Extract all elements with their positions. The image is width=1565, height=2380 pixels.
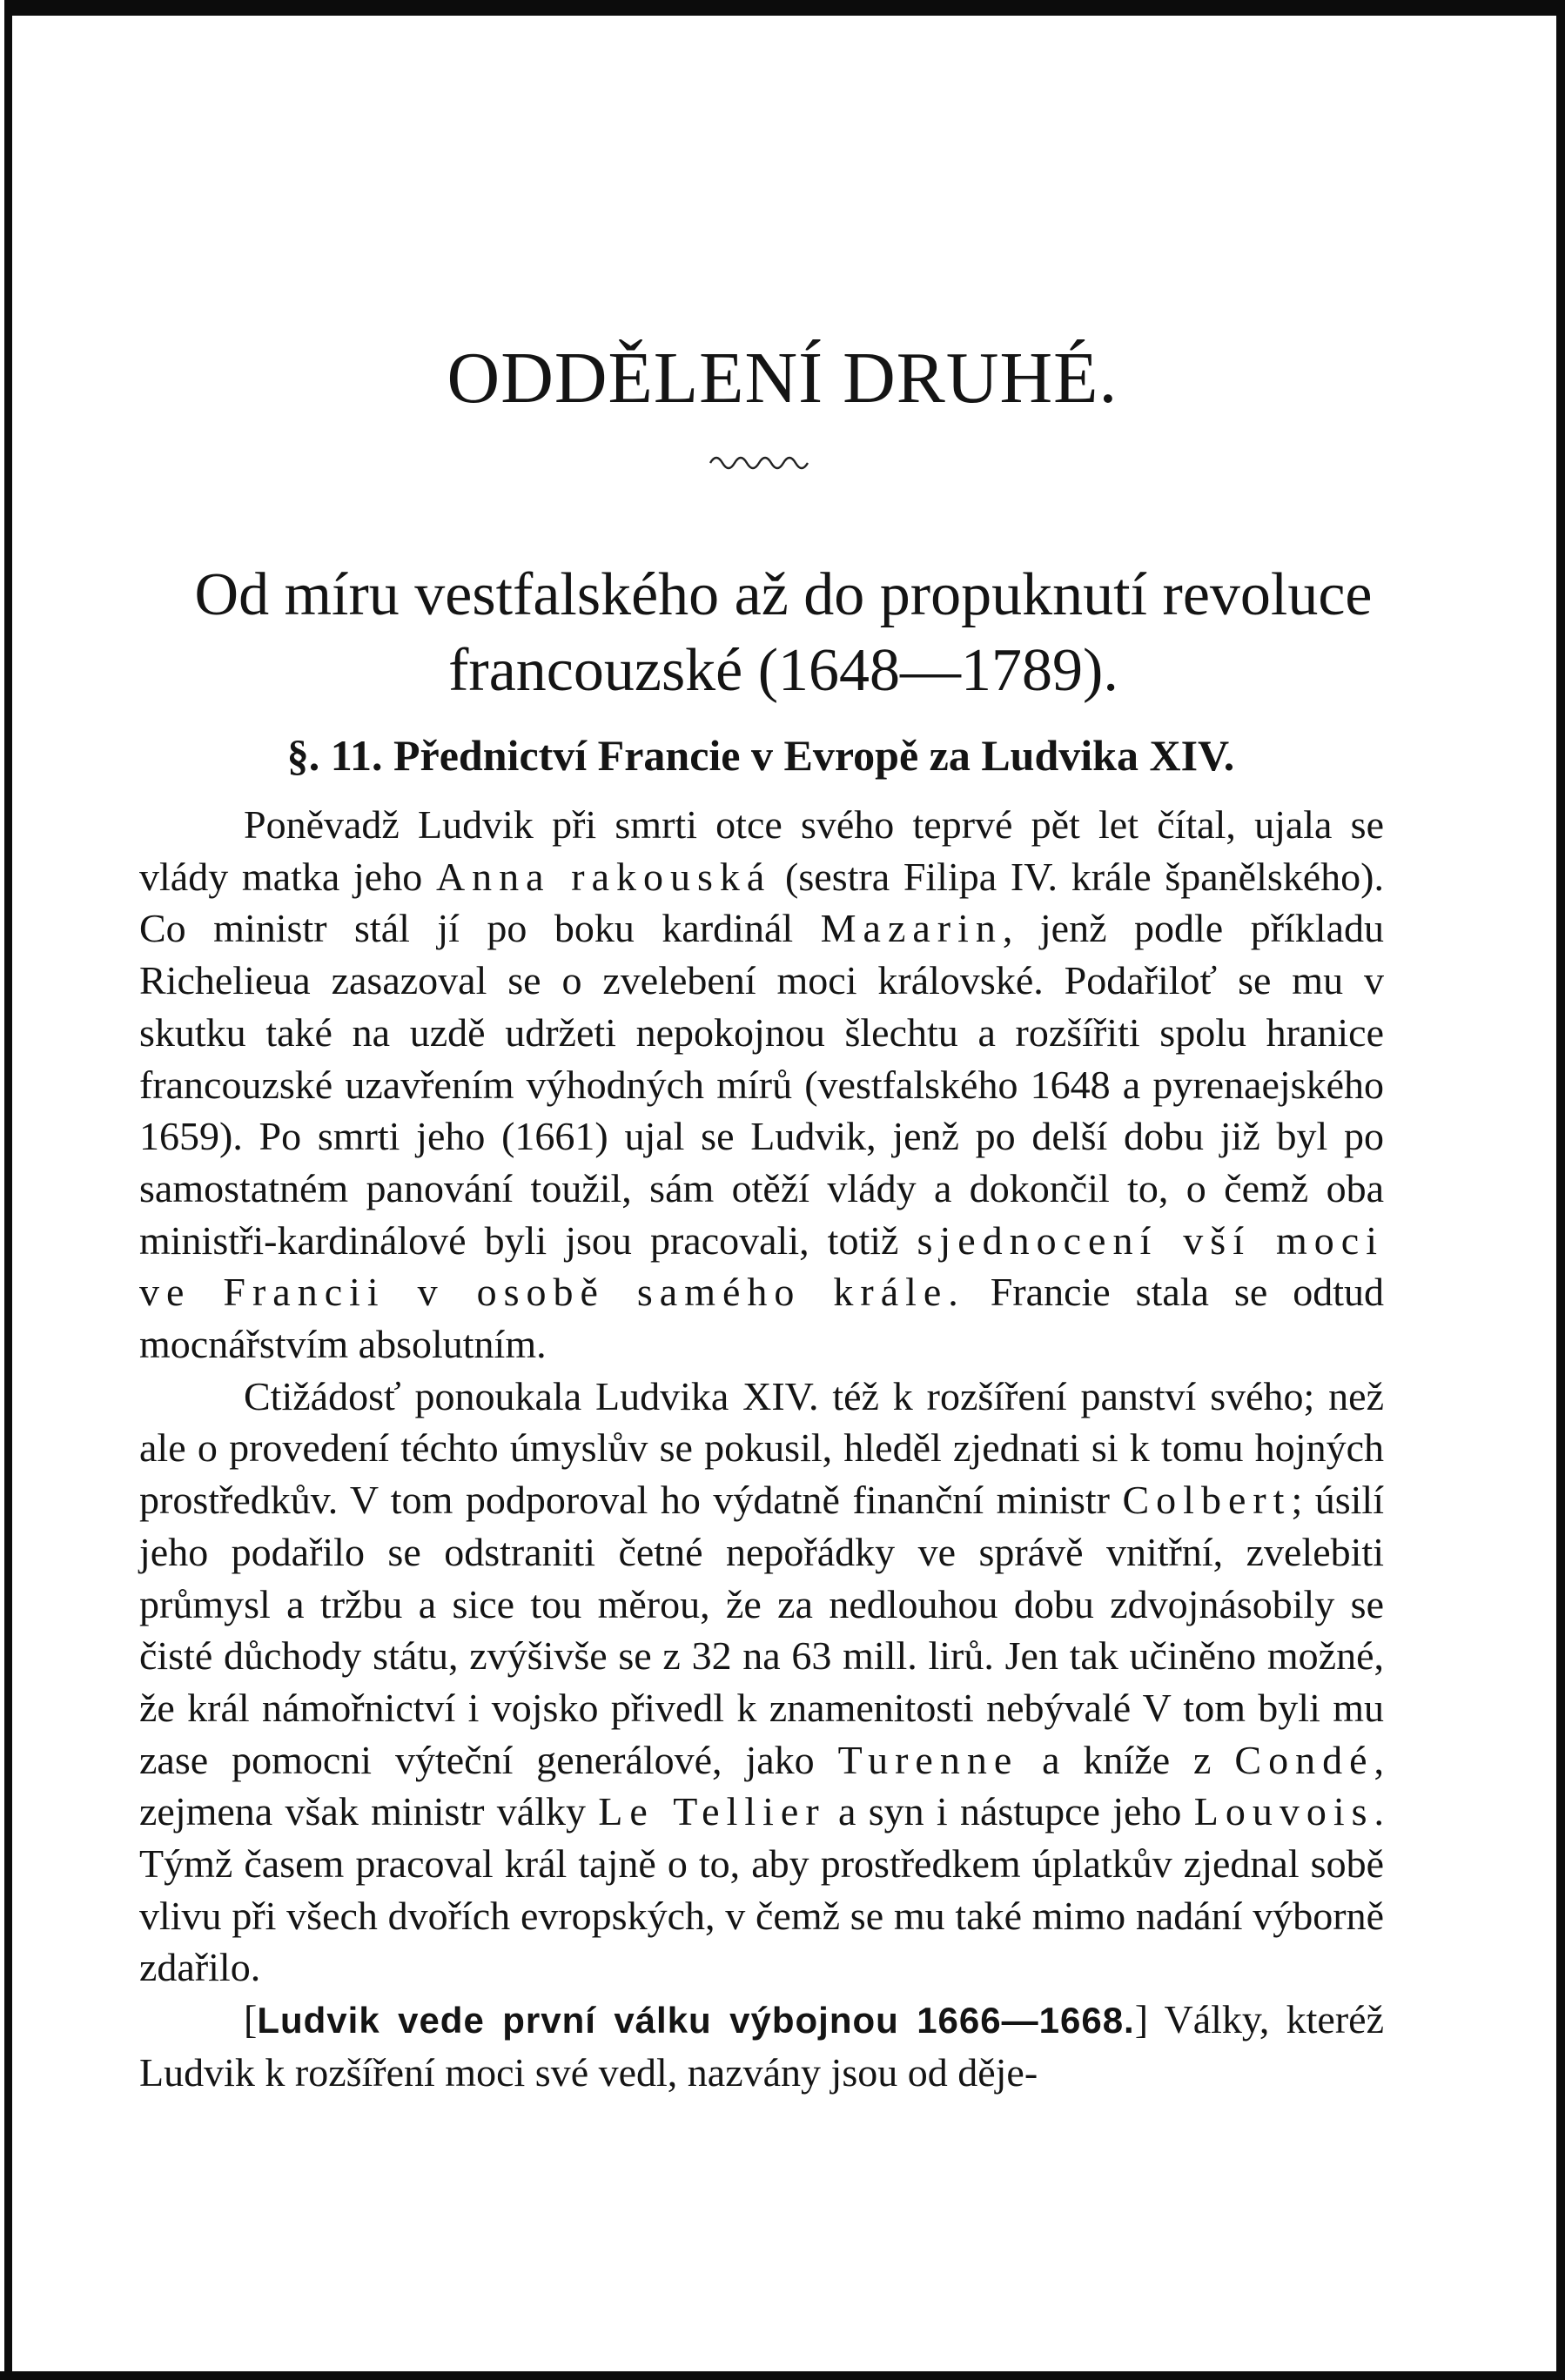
scan-edge-top — [0, 0, 1565, 16]
bracket-close: ] — [1134, 1997, 1149, 2042]
paragraph-2-text: a kníže z — [1018, 1737, 1235, 1782]
paragraph-3 — [139, 1994, 1384, 2098]
spaced-emphasis: sjednocení vší moci ve Francii v osobě samého krále. — [139, 1217, 1385, 1315]
paragraph-1-text: (sestra Filipa IV. krále španělského). Co ministr stál jí po boku kardinál — [139, 854, 1384, 951]
paragraph-1-text: , jenž podle příkladu Richelieua zasazoval se o zvelebení moci královské. Podařiloť se mu v skutku také na uzdě udržeti nepokojnou šlechtu a rozšířiti spolu hranice francouzské uzavřením výhodných mírů (vestfalského 1648 a pyrenaejského 1659). Po smrti jeho (1661) ujal se Ludvik, jenž po delší dobu již byl po samostatném panování toužil, sám otěží vlády a dokončil to, o čemž oba ministři-kardinálové byli jsou pracovali, totiž — [139, 906, 1384, 1263]
side-heading: Ludvik vede první válku výbojnou 1666—1668. — [257, 2000, 1135, 2041]
chapter-heading-line2: francouzské (1648—1789). — [448, 637, 1118, 704]
paragraph-1-text: Francie stala se odtud mocnářstvím absolutním. — [139, 1270, 1385, 1367]
section-title: ODDĚLENÍ DRUHÉ. — [447, 338, 1118, 419]
paragraph-heading: §. 11. Přednictví Francie v Evropě za Ludvika XIV. — [286, 731, 1235, 780]
bracket-open: [ — [244, 1997, 258, 2042]
spaced-name-colbert: Colbert — [1122, 1478, 1292, 1523]
scan-edge-bottom — [0, 2371, 1565, 2380]
paragraph-1-text: Poněvadž Ludvik při smrti otce svého teprvé pět let čítal, ujala se vlády matka jeho — [139, 802, 1384, 899]
chapter-heading — [131, 557, 1436, 708]
paragraph-3-text: Války, kteréž Ludvik k rozšíření moci své vedl, nazvány jsou od děje- — [139, 1997, 1384, 2095]
spaced-name-conde: Condé — [1234, 1737, 1374, 1782]
body-text — [139, 799, 1384, 2099]
paragraph-1 — [139, 799, 1384, 1371]
paragraph-2 — [139, 1371, 1384, 1994]
paragraph-2-text: , zejmena však ministr války — [139, 1737, 1384, 1834]
spaced-name-le-tellier: Le Tellier — [598, 1789, 826, 1834]
spaced-name-turenne: Turenne — [837, 1737, 1019, 1782]
paragraph-2-text: Ctižádosť ponoukala Ludvika XIV. též k rozšíření panství svého; než ale o provedení téchto úmyslův se pokusil, hleděl zjednati si k tomu hojných prostředkův. V tom podporoval ho výdatně finanční ministr — [139, 1373, 1384, 1523]
chapter-heading-line1: Od míru vestfalského až do propuknutí revoluce — [194, 561, 1373, 628]
spaced-name-mazarin: Mazarin — [820, 906, 1003, 951]
spaced-name-anna: Anna rakouská — [435, 854, 772, 899]
paragraph-2-text: a syn i nástupce jeho — [825, 1789, 1194, 1834]
paragraph-2-text: . Týmž časem pracoval král tajně o to, aby prostředkem úplatkův zjednal sobě vlivu při všech dvořích evropských, v čemž se mu také mimo nadání výborně zdařilo. — [139, 1789, 1384, 1990]
wavy-line-ornament-icon — [709, 451, 813, 473]
spaced-name-louvois: Louvois — [1193, 1789, 1374, 1834]
paragraph-2-text: ; úsilí jeho podařilo se odstraniti četné nepořádky ve správě vnitřní, zvelebiti průmysl a tržbu a sice tou měrou, že za nedlouhou dobu zdvojnásobily se čisté důchody státu, zvýšivše se z 32 na 63 mill. lirů. Jen tak učiněno možné, že král námořnictví i vojsko přivedl k znamenitosti nebývalé V tom byli mu zase pomocni výteční generálové, jako — [139, 1478, 1384, 1782]
